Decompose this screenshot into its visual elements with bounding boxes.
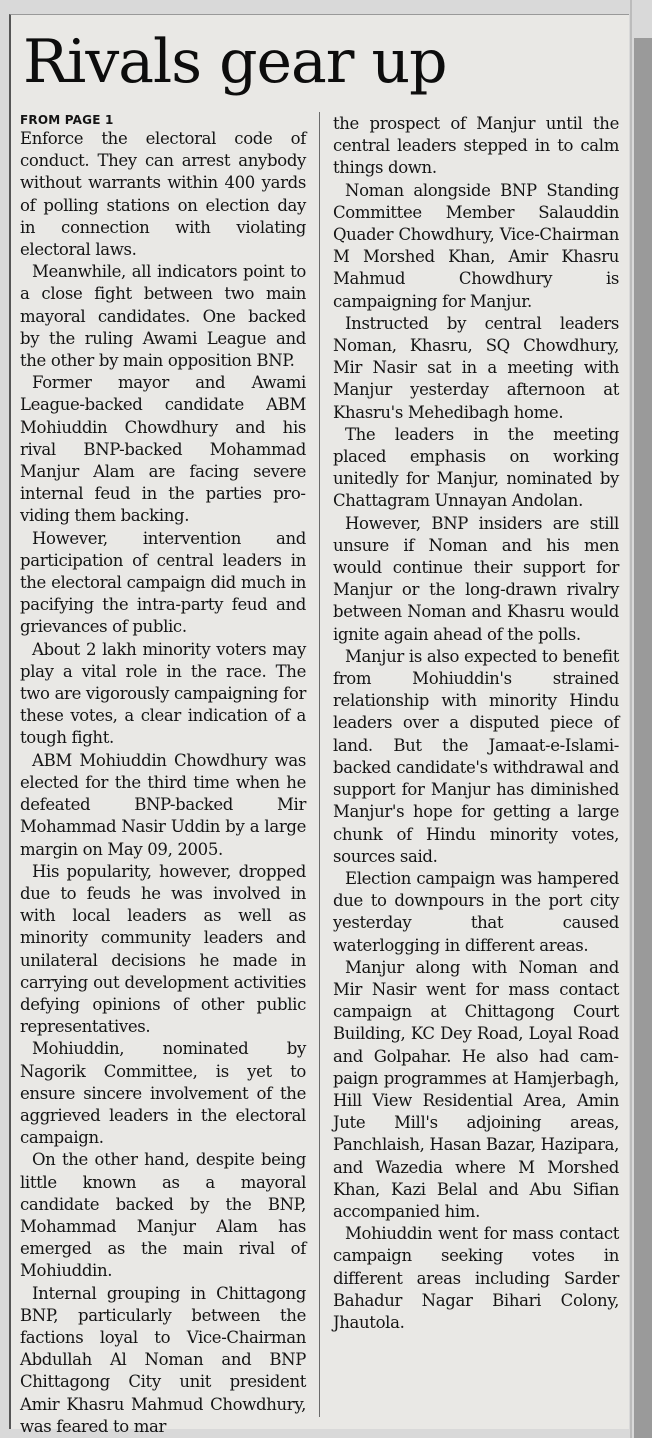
paragraph: Instructed by central leaders Noman, Khasru, SQ Chowdhury, Mir Nasir sat in a meeting with Manjur yesterday afternoon at Khasru's Mehedibagh home. bbox=[333, 313, 619, 422]
paragraph: Manjur is also expected to benefit from Mohiuddin's strained relationship with minority Hindu leaders over a disputed piece of land. But the Jamaat-e-Islami-backed candidate's withdrawal and support for Manjur has diminished Manjur's hope for getting a large chunk of Hindu minority votes, sources said. bbox=[333, 646, 619, 866]
paragraph: The leaders in the meeting placed emphasis on working unitedly for Manjur, nominated by Chattagram Unnayan Andolan. bbox=[333, 424, 619, 511]
paragraph: Internal grouping in Chittagong BNP, particularly between the factions loyal to Vice-Chairman Abdullah Al Noman and BNP Chittagong City unit president Amir Khasru Mahmud Chowdhury, was feared to mar bbox=[20, 1283, 306, 1436]
paragraph: Mohiuddin went for mass contact campaign seeking votes in different areas including Sarder Bahadur Nagar Bihari Colony, Jhautola. bbox=[333, 1224, 619, 1332]
headline: Rivals gear up bbox=[23, 27, 447, 97]
paragraph: Meanwhile, all indicators point to a close fight between two main mayoral candidates. One backed by the ruling Awami League and the other by main opposition BNP. bbox=[20, 262, 306, 371]
paragraph: ABM Mohiuddin Chowdhury was elected for the third time when he defeated BNP-backed Mir Mohammad Nasir Uddin by a large margin on May 09, 2005. bbox=[20, 750, 306, 859]
paragraph: Election campaign was hampered due to downpours in the port city yesterday that caused waterlogging in different areas. bbox=[333, 868, 619, 955]
kicker-from-page-1: FROM PAGE 1 bbox=[20, 113, 114, 127]
paragraph: On the other hand, despite being little known as a mayoral candidate backed by the BNP, Mohammad Manjur Alam has emerged as the main rival of Mohiuddin. bbox=[20, 1150, 306, 1281]
article-column-left bbox=[20, 112, 306, 1438]
paragraph: Noman alongside BNP Standing Committee Member Salauddin Quader Chowdhury, Vice-Chairman M Morshed Khan, Amir Khasru Mahmud Chowdhury is campaigning for Manjur. bbox=[333, 180, 619, 311]
paragraph: About 2 lakh minority voters may play a vital role in the race. The two are vigorously campaigning for these votes, a clear indication of a tough fight. bbox=[20, 639, 306, 748]
column-rule bbox=[319, 112, 320, 1417]
paragraph: His popularity, however, dropped due to feuds he was involved in with local leaders as well as minority community leaders and unilateral decisions he made in carrying out development activities defying opinions of other public representatives. bbox=[20, 861, 306, 1037]
paragraph: However, BNP insiders are still unsure if Noman and his men would continue their support for Manjur or the long-drawn rivalry between Noman and Khasru would ignite again ahead of the polls. bbox=[333, 513, 619, 644]
paragraph: Former mayor and Awami League-backed candidate ABM Mohiuddin Chowdhury and his rival BNP-backed Mohammad Manjur Alam are facing severe internal feud in the parties providing them backing. bbox=[20, 373, 306, 526]
paragraph: However, intervention and participation of central leaders in the electoral campaign did much in pacifying the intra-party feud and grievances of public. bbox=[20, 528, 306, 637]
article-column-right bbox=[333, 113, 619, 1334]
paragraph: Mohiuddin, nominated by Nagorik Committee, is yet to ensure sincere involvement of the aggrieved leaders in the electoral campaign. bbox=[20, 1039, 306, 1148]
paragraph: the prospect of Manjur until the central leaders stepped in to calm things down. bbox=[333, 114, 619, 178]
page-edge-line bbox=[630, 0, 632, 1438]
adjacent-page-strip bbox=[634, 38, 652, 1438]
paragraph: Manjur along with Noman and Mir Nasir went for mass contact campaign at Chittagong Court Building, KC Dey Road, Loyal Road and Golpahar. He also had campaign programmes at Hamjerbagh, Hill View Residential Area, Amin Jute Mill's adjoining areas, Panchlaish, Hasan Bazar, Hazipara, and Wazedia where M Morshed Khan, Kazi Belal and Abu Sifian accompanied him. bbox=[333, 957, 619, 1221]
paragraph: Enforce the electoral code of conduct. They can arrest anybody without warrants within 400 yards of polling stations on election day in connection with violating electoral laws. bbox=[20, 129, 306, 260]
